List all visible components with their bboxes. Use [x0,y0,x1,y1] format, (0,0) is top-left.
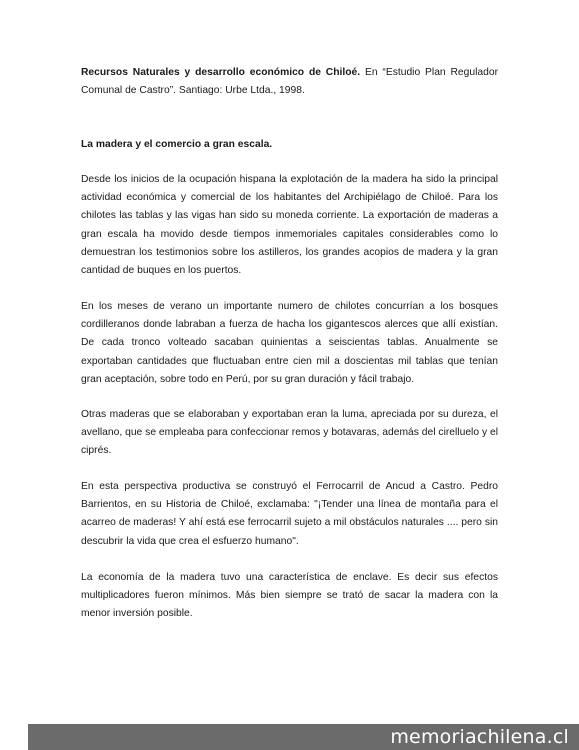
paragraph: En esta perspectiva productiva se construyó el Ferrocarril de Ancud a Castro. Pedro Barrientos, en su Historia de Chiloé, exclamaba: "¡Tender una línea de montaña para el acarreo de maderas! Y ahí está ese ferrocarril sujeto a mil obstáculos naturales .... pero sin descubrir la vida que crea el esfuerzo humano". [81,481,498,547]
paragraph: En los meses de verano un importante numero de chilotes concurrían a los bosques cordilleranos donde labraban a fuerza de hacha los gigantescos alerces que allí existían. De cada tronco volteado sacaban quinientas a seiscientas tablas. Anualmente se exportaban cantidades que fluctuaban entre cien mil a doscientas mil tablas que tenían gran aceptación, sobre todo en Perú, por su gran duración y fácil trabajo. [81,301,498,385]
section-heading: La madera y el comercio a gran escala. [81,139,273,150]
citation-title: Recursos Naturales y desarrollo económico de Chiloé. [81,67,361,78]
memoriachilena-logo[interactable]: memoriachilena.cl [390,726,569,748]
paragraph: La economía de la madera tuvo una característica de enclave. Es decir sus efectos multiplicadores fueron mínimos. Más bien siempre se trató de sacar la madera con la menor inversión posible. [81,572,498,620]
citation [81,64,498,100]
citation-source: En “Estudio Plan Regulador Comunal de Castro”. Santiago: Urbe Ltda., 1998. [81,67,499,97]
paragraph: Otras maderas que se elaboraban y exportaban eran la luma, apreciada por su dureza, el avellano, que se empleaba para confeccionar remos y botavaras, además del cirelluelo y el ciprés. [81,409,498,457]
paragraph: Desde los inicios de la ocupación hispana la explotación de la madera ha sido la principal actividad económica y comercial de los habitantes del Archipiélago de Chiloé. Para los chilotes las tablas y las vigas han sido su moneda corriente. La exportación de maderas a gran escala ha movido desde tiempos inmemoriales capitales considerables como lo demuestran los testimonios sobre los astilleros, los grandes acopios de madera y la gran cantidad de buques en los puertos. [81,174,498,277]
footer-bar [28,724,579,750]
